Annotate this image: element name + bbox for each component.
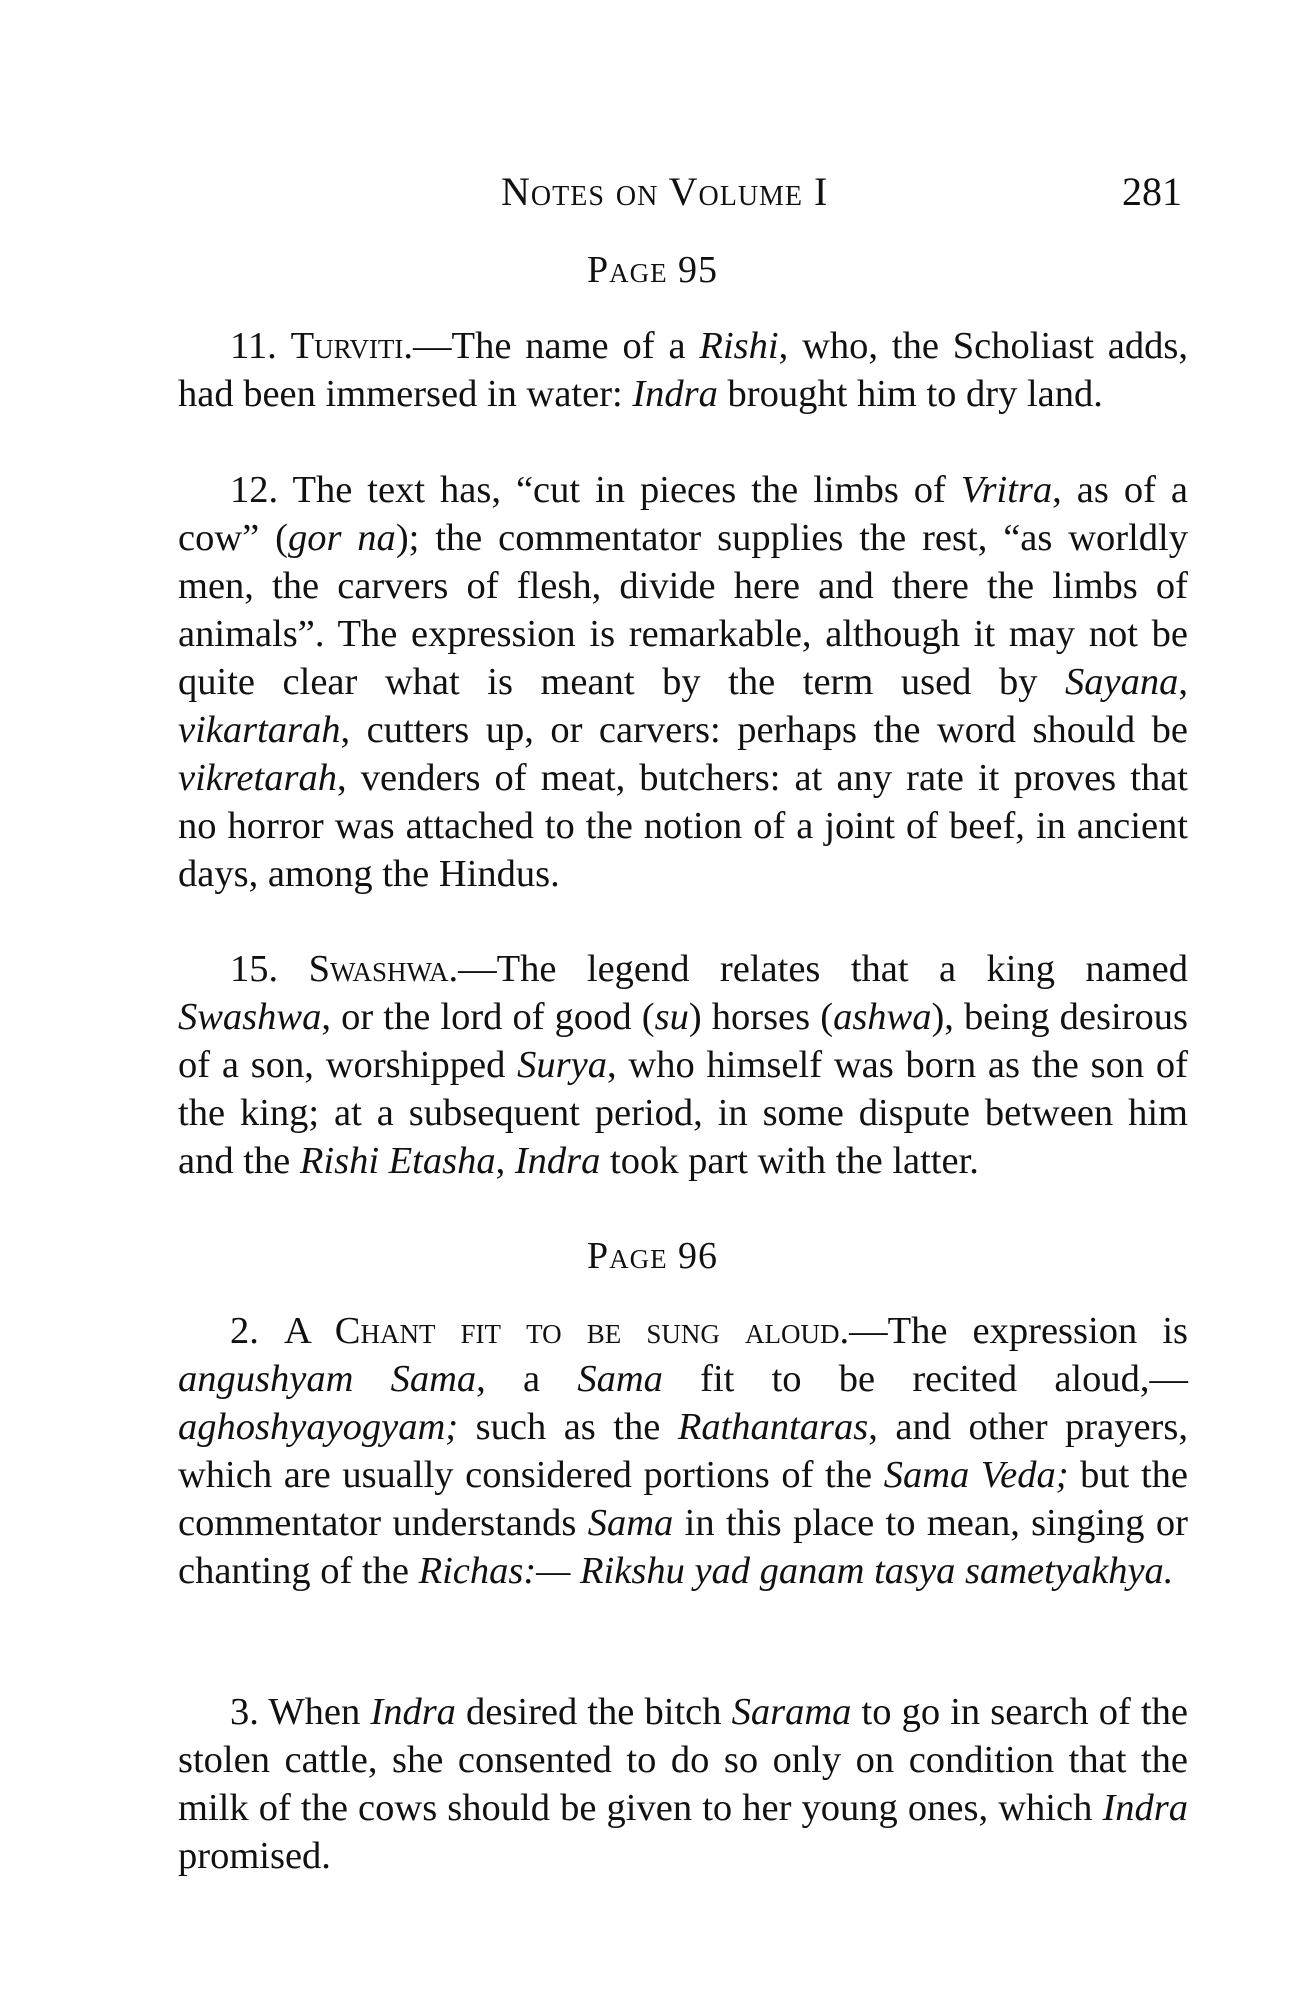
note-text-segment: Sama	[587, 1502, 674, 1544]
note-text-segment: , cutters up, or carvers: perhaps the word should be	[340, 709, 1188, 751]
note-text-segment: Richas:—	[418, 1550, 571, 1592]
note-text-segment: , as of a cow” (	[178, 469, 1188, 559]
note-text-segment: took part with the latter.	[600, 1140, 979, 1182]
note-number: 11.	[230, 325, 291, 367]
note-text-segment: Sama Veda;	[883, 1454, 1069, 1496]
section-heading-page-95: Page 95	[586, 249, 719, 291]
note-text-segment: Sarama	[731, 1691, 852, 1733]
note-text-segment: , who, the Scholiast adds, had been immersed in water:	[178, 325, 1189, 415]
note-text-segment: Vritra	[960, 469, 1053, 511]
note-text-segment: Indra	[632, 373, 718, 415]
note-text-segment: ,	[1178, 661, 1188, 703]
note-text-segment: , or the lord of good (	[321, 996, 655, 1038]
note-text-segment	[570, 1550, 580, 1592]
note-text-segment: Rikshu yad ganam tasya sametyakhya.	[580, 1550, 1174, 1592]
note-text-segment: A Chant fit to be sung aloud.	[283, 1310, 850, 1352]
page-number: 281	[1122, 169, 1182, 214]
section-heading-page-96: Page 96	[586, 1235, 719, 1277]
note-text-segment: brought him to dry land.	[717, 373, 1103, 415]
note-text-segment: gor na	[287, 517, 396, 559]
note-15	[178, 945, 1188, 1185]
note-text-segment: When	[268, 1691, 371, 1733]
note-text-segment: , who himself was born as the son of the king; at a subsequent period, in some dispute between him and the	[178, 1044, 1188, 1182]
note-text-segment: ,	[495, 1140, 515, 1182]
note-text-segment: in this place to mean, singing or chanting of the	[178, 1502, 1188, 1592]
note-text-segment: The text has, “cut in pieces the limbs of	[292, 469, 961, 511]
note-text-segment: ); the commentator supplies the rest, “as worldly men, the carvers of flesh, divide here and there the limbs of animals”. The expression is remarkable, although it may not be quite clear what is meant by the term used by	[178, 517, 1189, 703]
note-number: 2.	[230, 1310, 284, 1352]
running-header	[178, 168, 1190, 228]
note-text-segment: but the commentator understands	[178, 1454, 1188, 1544]
note-text-segment: su	[654, 996, 689, 1038]
note-text-segment: aghoshyayogyam;	[178, 1406, 459, 1448]
note-number: 3.	[230, 1691, 269, 1733]
note-text-segment: Swashwa	[178, 996, 322, 1038]
note-text-segment: Sama	[577, 1358, 663, 1400]
note-text-segment: angushyam Sama	[178, 1358, 477, 1400]
note-text-segment: ashwa	[833, 996, 932, 1038]
note-text-segment: Surya	[517, 1044, 607, 1086]
note-text-segment: —The name of a	[413, 325, 700, 367]
note-text-segment: promised.	[178, 1835, 331, 1877]
note-text-segment: such as the	[458, 1406, 678, 1448]
note-2	[178, 1307, 1188, 1595]
note-number: 15.	[230, 948, 309, 990]
note-3	[178, 1688, 1188, 1880]
note-text-segment: desired the bitch	[455, 1691, 732, 1733]
note-text-segment: Turviti.	[290, 325, 414, 367]
note-text-segment: ) horses (	[688, 996, 834, 1038]
note-text-segment: Indra	[1102, 1787, 1188, 1829]
note-text-segment: Swashwa.	[308, 948, 459, 990]
note-text-segment: fit to be recited aloud,—	[662, 1358, 1188, 1400]
note-text-segment: vikretarah	[178, 757, 337, 799]
note-text-segment: Rathantaras	[677, 1406, 869, 1448]
note-text-segment: Rishi Etasha	[299, 1140, 496, 1182]
note-text-segment: to go in search of the stolen cattle, she consented to do so only on condition that the milk of the cows should be given to her young ones, which	[178, 1691, 1188, 1829]
note-text-segment: Indra	[370, 1691, 456, 1733]
note-number: 12.	[230, 469, 293, 511]
note-12	[178, 466, 1188, 898]
note-11	[178, 322, 1188, 418]
note-text-segment: Rishi	[699, 325, 779, 367]
note-text-segment: Sayana	[1065, 661, 1179, 703]
note-text-segment: —The expression is	[849, 1310, 1188, 1352]
running-title: Notes on Volume I	[501, 169, 829, 214]
note-text-segment: Indra	[514, 1140, 601, 1182]
note-text-segment: , a	[476, 1358, 578, 1400]
note-text-segment: vikartarah	[178, 709, 341, 751]
note-text-segment: , venders of meat, butchers: at any rate it proves that no horror was attached to the notion of a joint of beef, in ancient days, among the Hindus.	[178, 757, 1188, 895]
note-text-segment: ), being desirous of a son, worshipped	[178, 996, 1188, 1086]
note-text-segment: —The legend relates that a king named	[458, 948, 1189, 990]
note-text-segment: , and other prayers, which are usually considered portions of the	[178, 1406, 1188, 1496]
